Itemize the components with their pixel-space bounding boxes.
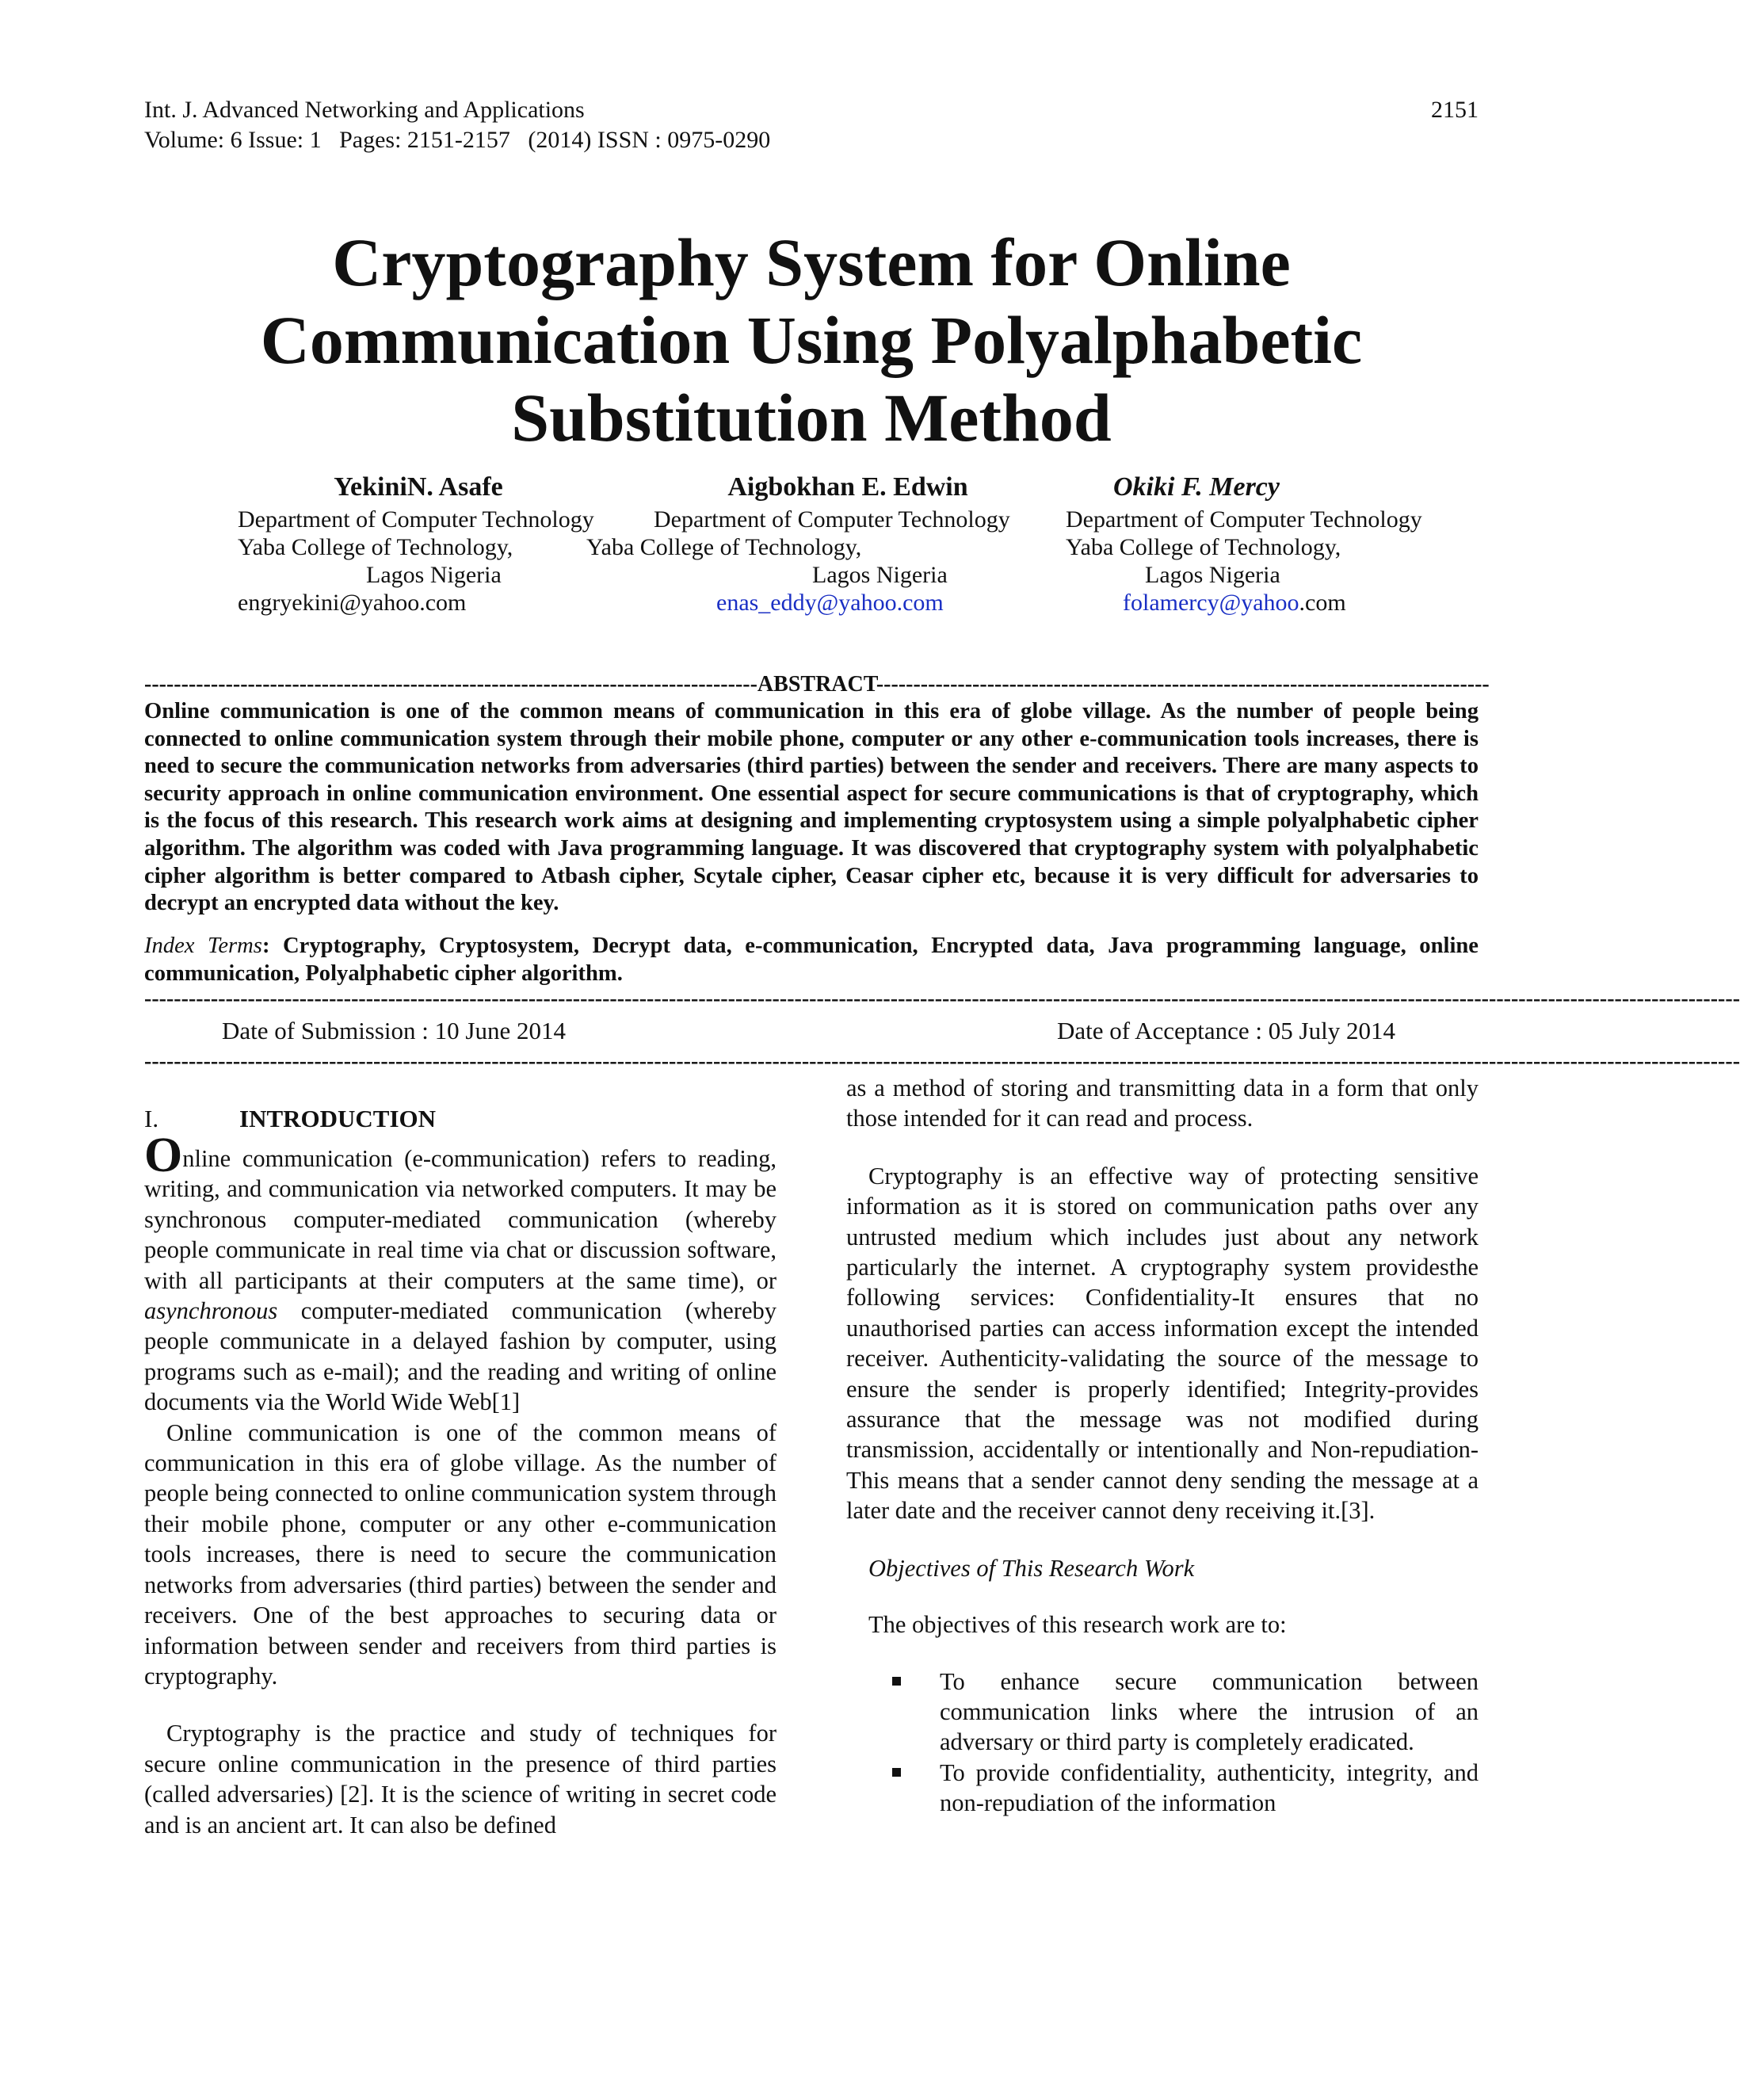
journal-name: Int. J. Advanced Networking and Applications [144, 97, 585, 123]
dropcap: O [144, 1128, 183, 1182]
author-college: Yaba College of Technology, [586, 534, 862, 560]
left-column [144, 1128, 777, 1840]
author-email[interactable] [1066, 589, 1478, 617]
email-link[interactable]: folamercy@yahoo [1123, 590, 1299, 616]
author-city: Lagos Nigeria [812, 562, 948, 588]
section-heading [144, 1103, 436, 1135]
bullet-icon [892, 1768, 901, 1777]
date-submission: Date of Submission : 10 June 2014 [222, 1017, 566, 1044]
divider: ------------------------------------------------------------------------------------------------------------------------------------------------------------------------------------------------------------------------ [144, 987, 1740, 1011]
right-paragraph-1: as a method of storing and transmitting data in a form that only those intended for it can read and process. [846, 1075, 1479, 1132]
list-item-text: To provide confidentiality, authenticity, integrity, and non-repudiation of the information [940, 1758, 1479, 1817]
italic-term: asynchronous [144, 1297, 278, 1325]
author-name: Aigbokhan E. Edwin [727, 472, 968, 502]
bullet-icon [892, 1677, 901, 1686]
author-city: Lagos Nigeria [366, 562, 502, 588]
author-city: Lagos Nigeria [1145, 562, 1280, 588]
author-1-details [238, 506, 594, 617]
intro-text: nline communication (e-communication) refers to reading, writing, and communication via networked computers. It may be synchronous computer-mediated communication (whereby people communicate in real time via chat or discussion software, with all participants at their computers at the same time), or [144, 1145, 777, 1294]
intro-paragraph-2: Online communication is one of the common means of communication in this era of globe village. As the number of people being connected to online communication system through their mobile phone, computer or any other e-communication tools increases, there is need to secure the communication networks from adversaries (third parties) between the sender and receivers. One of the best approaches to securing data or information between sender and receivers from third parties is cryptography. [144, 1418, 777, 1690]
index-terms-text: Cryptography, Cryptosystem, Decrypt data, e-communication, Encrypted data, Java programming language, online communication, Polyalphabetic cipher algorithm. [144, 934, 1479, 986]
paper-title [144, 223, 1479, 456]
divider: ------------------------------------------------------------------------------------------------------------------------------------------------------------------------------------------------------------------------ [144, 1049, 1740, 1074]
abstract-heading: -----------------------------------------------------------------------------------ABSTRACT----------------------------------------------------------------------------------- [144, 672, 1490, 697]
page-number: 2151 [1431, 97, 1479, 123]
author-email[interactable]: enas_eddy@yahoo.com [716, 590, 944, 616]
list-item [846, 1758, 1479, 1819]
objectives-list [846, 1667, 1479, 1819]
author-name: Okiki F. Mercy [1113, 472, 1280, 502]
author-block-2 [681, 471, 1014, 504]
objectives-title: Objectives of This Research Work [868, 1554, 1195, 1582]
intro-paragraph-3: Cryptography is the practice and study of techniques for secure online communication in the presence of third parties (called adversaries) [2]. It is the science of writing in secret code and is an ancient art. It can also be defined [144, 1720, 777, 1838]
date-acceptance: Date of Acceptance : 05 July 2014 [1057, 1017, 1395, 1044]
author-block-1 [236, 471, 601, 504]
author-2-details [586, 506, 1030, 617]
author-college: Yaba College of Technology, [238, 534, 513, 560]
objectives-intro: The objectives of this research work are to: [868, 1611, 1287, 1639]
author-name: YekiniN. Asafe [334, 472, 503, 502]
author-block-3 [1038, 471, 1355, 504]
author-dept: Department of Computer Technology [238, 506, 594, 533]
author-email[interactable]: engryekini@yahoo.com [238, 590, 467, 616]
author-3-details [1066, 506, 1478, 617]
intro-paragraph-1 [144, 1128, 777, 1418]
author-dept: Department of Computer Technology [1066, 506, 1422, 533]
list-item [846, 1667, 1479, 1758]
title-line: Communication Using Polyalphabetic [260, 302, 1363, 378]
author-dept: Department of Computer Technology [654, 506, 1010, 533]
index-terms-label: Index Terms [144, 934, 262, 958]
section-title: INTRODUCTION [239, 1105, 437, 1132]
intro-text: computer-mediated communication (whereby people communicate in a delayed fashion by computer, using programs such as e-mail); and the reading and writing of online documents via the World Wide Web[1] [144, 1297, 777, 1416]
right-paragraph-2: Cryptography is an effective way of protecting sensitive information as it is stored on communication paths over any untrusted medium which includes just about any network particularly the internet. A cryptography system providesthe following services: Confidentiality-It ensures that no unauthorised parties can access information except the intended receiver. Authenticity-validating the source of the message to ensure the sender is properly identified; Integrity-provides assurance that the message was not modified during transmission, accidentally or intentionally and Non-repudiation-This means that a sender cannot deny sending the message at a later date and the receiver cannot deny receiving it.[3]. [846, 1162, 1479, 1525]
abstract-label: ABSTRACT [757, 672, 876, 697]
right-column [846, 1073, 1479, 1819]
title-line: Cryptography System for Online [332, 224, 1291, 300]
title-line: Substitution Method [511, 380, 1112, 456]
section-number: I. [144, 1105, 159, 1132]
abstract-text: Online communication is one of the common means of communication in this era of globe village. As the number of people being connected to online communication system through their mobile phone, computer or any other e-communication tools increases, there is need to secure the communication networks from adversaries (third parties) between the sender and receivers. There are many aspects to security approach in online communication environment. One essential aspect for secure communications is that of cryptography, which is the focus of this research. This research work aims at designing and implementing cryptosystem using a simple polyalphabetic cipher algorithm. The algorithm was coded with Java programming language. It was discovered that cryptography system with polyalphabetic cipher algorithm is better compared to Atbash cipher, Scytale cipher, Ceasar cipher etc, because it is very difficult for adversaries to decrypt an encrypted data without the key. [144, 699, 1479, 916]
volume-line: Volume: 6 Issue: 1 Pages: 2151-2157 (2014) ISSN : 0975-0290 [144, 127, 771, 153]
index-terms: Index Terms: Cryptography, Cryptosystem, Decrypt data, e-communication, Encrypted data, Java programming language, online communication, Polyalphabetic cipher algorithm. [144, 934, 1479, 986]
author-college: Yaba College of Technology, [1066, 534, 1341, 560]
email-suffix: .com [1299, 590, 1346, 616]
list-item-text: To enhance secure communication between communication links where the intrusion of an adversary or third party is completely eradicated. [940, 1667, 1479, 1756]
